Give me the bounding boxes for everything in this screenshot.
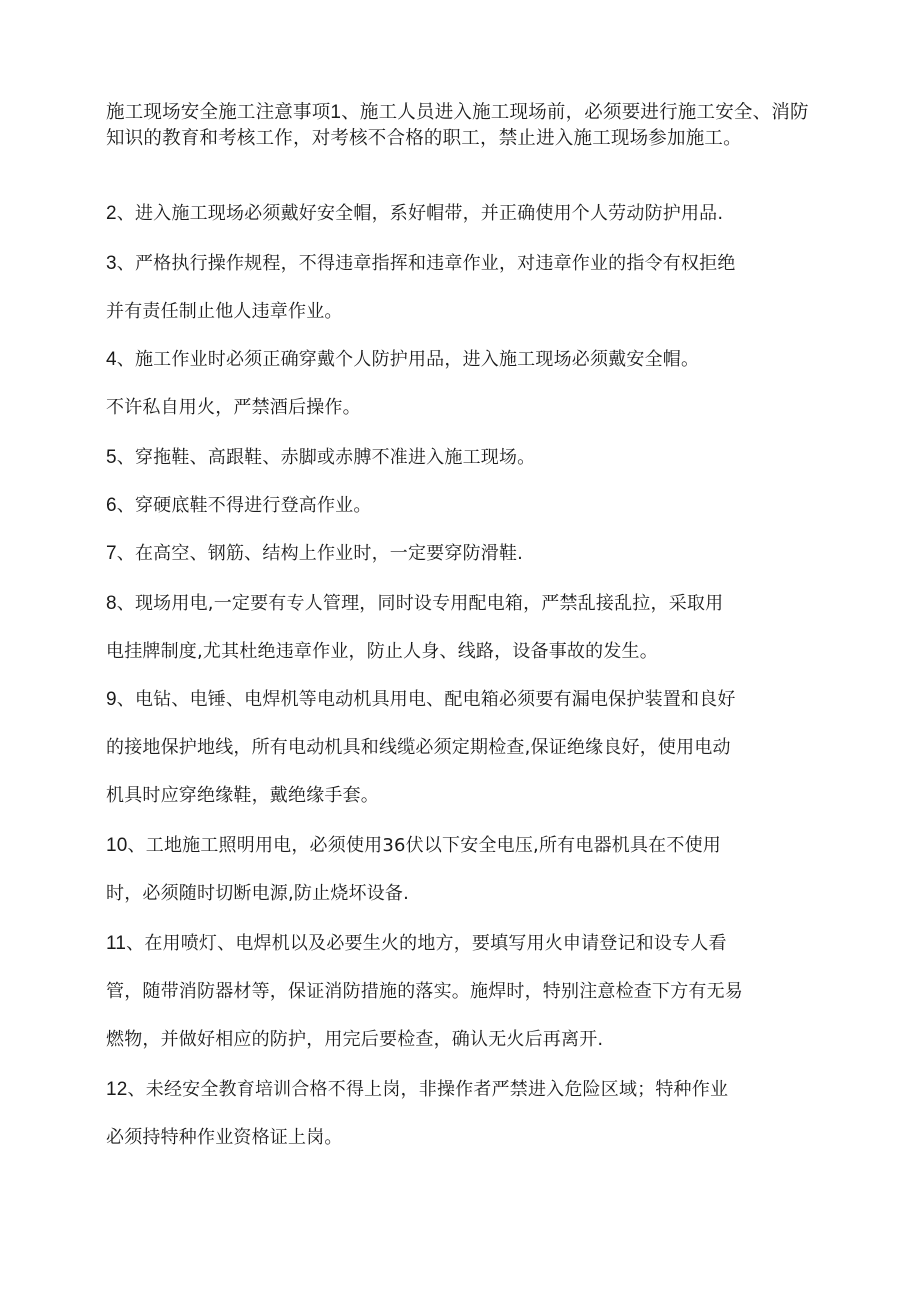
item-text: 、在用喷灯、电焊机以及必要生火的地方，要填写用火申请登记和设专人看 管，随带消防器材等，保证消防措施的落实。施焊时，特别注意检查下方有无易 燃物，并做好相应的防护，用完后要检查，确认无火后再离开.: [106, 933, 743, 1050]
list-item: [106, 920, 812, 1064]
list-item: [106, 580, 812, 676]
item-number: 8: [106, 593, 117, 614]
item-number: 12: [106, 1079, 128, 1100]
list-item: [106, 676, 812, 820]
item-text: 、穿拖鞋、高跟鞋、赤脚或赤膊不准进入施工现场。: [116, 447, 536, 468]
item-text: 、工地施工照明用电，必须使用36伏以下安全电压,所有电器机具在不使用 时，必须随时切断电源,防止烧坏设备.: [106, 835, 721, 904]
item-text: 、穿硬底鞋不得进行登高作业。: [116, 495, 372, 516]
item-text: 、严格执行操作规程，不得违章指挥和违章作业，对违章作业的指令有权拒绝 并有责任制止他人违章作业。: [106, 253, 736, 322]
item-number: 3: [106, 253, 117, 274]
item-number: 1: [330, 102, 342, 123]
item-number: 9: [106, 689, 117, 710]
list-item: [106, 336, 812, 432]
item-number: 7: [106, 543, 117, 564]
list-item: [106, 822, 812, 918]
item-text: 、未经安全教育培训合格不得上岗，非操作者严禁进入危险区域；特种作业 必须持特种作业资格证上岗。: [106, 1079, 729, 1148]
item-number: 10: [106, 835, 128, 856]
list-item: [106, 434, 812, 482]
item-text: 、现场用电,一定要有专人管理，同时设专用配电箱，严禁乱接乱拉，采取用 电挂牌制度,尤其杜绝违章作业，防止人身、线路，设备事故的发生。: [106, 593, 724, 662]
item-number: 11: [106, 933, 127, 954]
item-text: 、电钻、电锤、电焊机等电动机具用电、配电箱必须要有漏电保护装置和良好 的接地保护地线，所有电动机具和线缆必须定期检查,保证绝缘良好，使用电动 机具时应穿绝缘鞋，戴绝缘手套。: [106, 689, 736, 806]
list-item: [106, 530, 812, 578]
item-number: 6: [106, 495, 117, 516]
list-item: [106, 190, 812, 238]
item-number: 5: [106, 447, 117, 468]
item-text: 、施工人员进入施工现场前，必须要进行施工安全、消防知识的教育和考核工作，对考核不合格的职工，禁止进入施工现场参加施工。: [106, 102, 809, 149]
list-item: [106, 1066, 812, 1162]
intro-paragraph: [106, 100, 812, 152]
item-text: 、施工作业时必须正确穿戴个人防护用品，进入施工现场必须戴安全帽。 不许私自用火，严禁酒后操作。: [106, 349, 700, 418]
item-number: 4: [106, 349, 117, 370]
item-number: 2: [106, 203, 117, 224]
list-item: [106, 240, 812, 336]
item-text: 、在高空、钢筋、结构上作业时，一定要穿防滑鞋.: [116, 543, 524, 564]
document-title: 施工现场安全施工注意事项: [106, 102, 331, 123]
item-text: 、进入施工现场必须戴好安全帽，系好帽带，并正确使用个人劳动防护用品.: [116, 203, 724, 224]
list-item: [106, 482, 812, 530]
